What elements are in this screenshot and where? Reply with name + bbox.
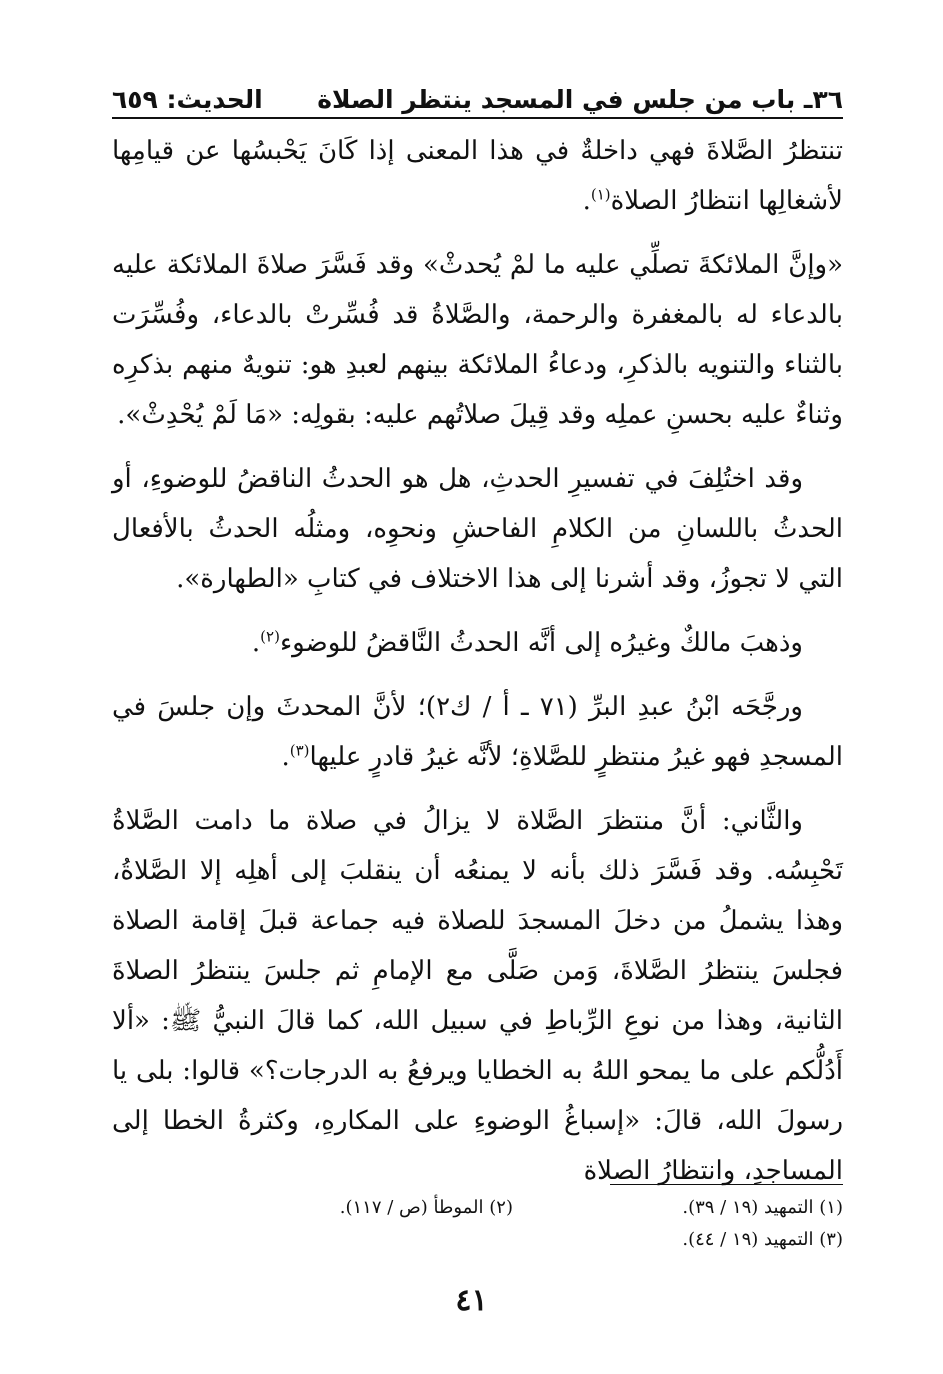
hadith-number: الحديث: ٦٥٩ xyxy=(112,85,263,114)
paragraph-3: وقد اختُلِفَ في تفسيرِ الحدثِ، هل هو الحدثُ الناقضُ للوضوءِ، أو الحدثُ باللسانِ من الكلامِ الفاحشِ ونحوِه، ومثلُه الحدثُ بالأفعال التي لا تجوزُ، وقد أشرنا إلى هذا الاختلاف في كتابِ «الطهارة». xyxy=(112,464,843,594)
page-number: ٤١ xyxy=(455,1283,488,1318)
header-rule xyxy=(112,117,843,119)
paragraph-5: ورجَّحَه ابْنُ عبدِ البرِّ (٧١ ـ أ / ك٢)؛ لأنَّ المحدثَ وإن جلسَ في المسجدِ فهو غيرُ منتظرٍ للصَّلاةِ؛ لأنَّه غيرُ قادرٍ عليها$^{(٣)}$. xyxy=(112,692,843,772)
paragraph-6: والثَّاني: أنَّ منتظرَ الصَّلاة لا يزالُ في صلاة ما دامت الصَّلاةُ تَحْبِسُه. وقد فَسَّرَ ذلك بأنه لا يمنعُه أن ينقلبَ إلى أهلِه إلا الصَّلاةُ، وهذا يشملُ من دخلَ المسجدَ للصلاة فيه جماعة قبلَ إقامة الصلاة فجلسَ ينتظرُ الصَّلاةَ، وَمن صَلَّى مع الإمامِ ثم جلسَ ينتظرُ الصلاةَ الثانية، وهذا من نوعِ الرِّباطِ في سبيل الله، كما قالَ النبيُّ ﷺ: «ألا أَدُلُّكم على ما يمحو اللهُ به الخطايا ويرفعُ به الدرجات؟» قالوا: بلى يا رسولَ الله، قالَ: «إسباغُ الوضوءِ على المكارهِ، وكثرةُ الخطا إلى المساجدِ، وانتظارُ الصلاة xyxy=(112,806,843,1186)
paragraph-4: وذهبَ مالكٌ وغيرُه إلى أنَّه الحدثُ النَّاقضُ للوضوء$^{(٢)}$. xyxy=(251,627,803,658)
footnote-ref-3: (٣) xyxy=(289,741,310,760)
footnote-row xyxy=(112,1224,843,1256)
chapter-title: ٣٦ـ باب من جلس في المسجد ينتظر الصلاة xyxy=(317,85,843,114)
footnote-separator xyxy=(610,1184,843,1185)
footnote-2: (٢) الموطأ (ص / ١١٧). xyxy=(339,1197,513,1218)
paragraph-1: تنتظرُ الصَّلاةَ فهي داخلةٌ في هذا المعنى إذا كَانَ يَحْبسُها عن قيامِها لأشغالِها انتظارُ الصلاة$^{(١)}$. xyxy=(112,136,843,216)
footnote-3: (٣) التمهيد (١٩ / ٤٤). xyxy=(682,1229,843,1250)
footnotes xyxy=(112,1192,843,1256)
footnote-row xyxy=(112,1192,843,1224)
main-text xyxy=(112,126,843,1210)
paragraph-2: «وإنَّ الملائكةَ تصلِّي عليه ما لمْ يُحدثْ» وقد فَسَّرَ صلاةَ الملائكة عليه بالدعاء له بالمغفرة والرحمة، والصَّلاةُ قد فُسِّرتْ بالدعاء، وفُسِّرَت بالثناء والتنويه بالذكرِ، ودعاءُ الملائكة بينهم لعبدِ هو: تنويهٌ منهم بذكرِه وثناءٌ عليه بحسنِ عملِه وقد قِيلَ صلاتُهم عليه: بقولِه: «مَا لَمْ يُحْدِثْ». xyxy=(112,250,843,430)
footnote-ref-1: (١) xyxy=(590,185,611,204)
footnote-ref-2: (٢) xyxy=(260,627,280,646)
footnote-1: (١) التمهيد (١٩ / ٣٩). xyxy=(682,1197,843,1218)
running-header xyxy=(112,74,843,114)
